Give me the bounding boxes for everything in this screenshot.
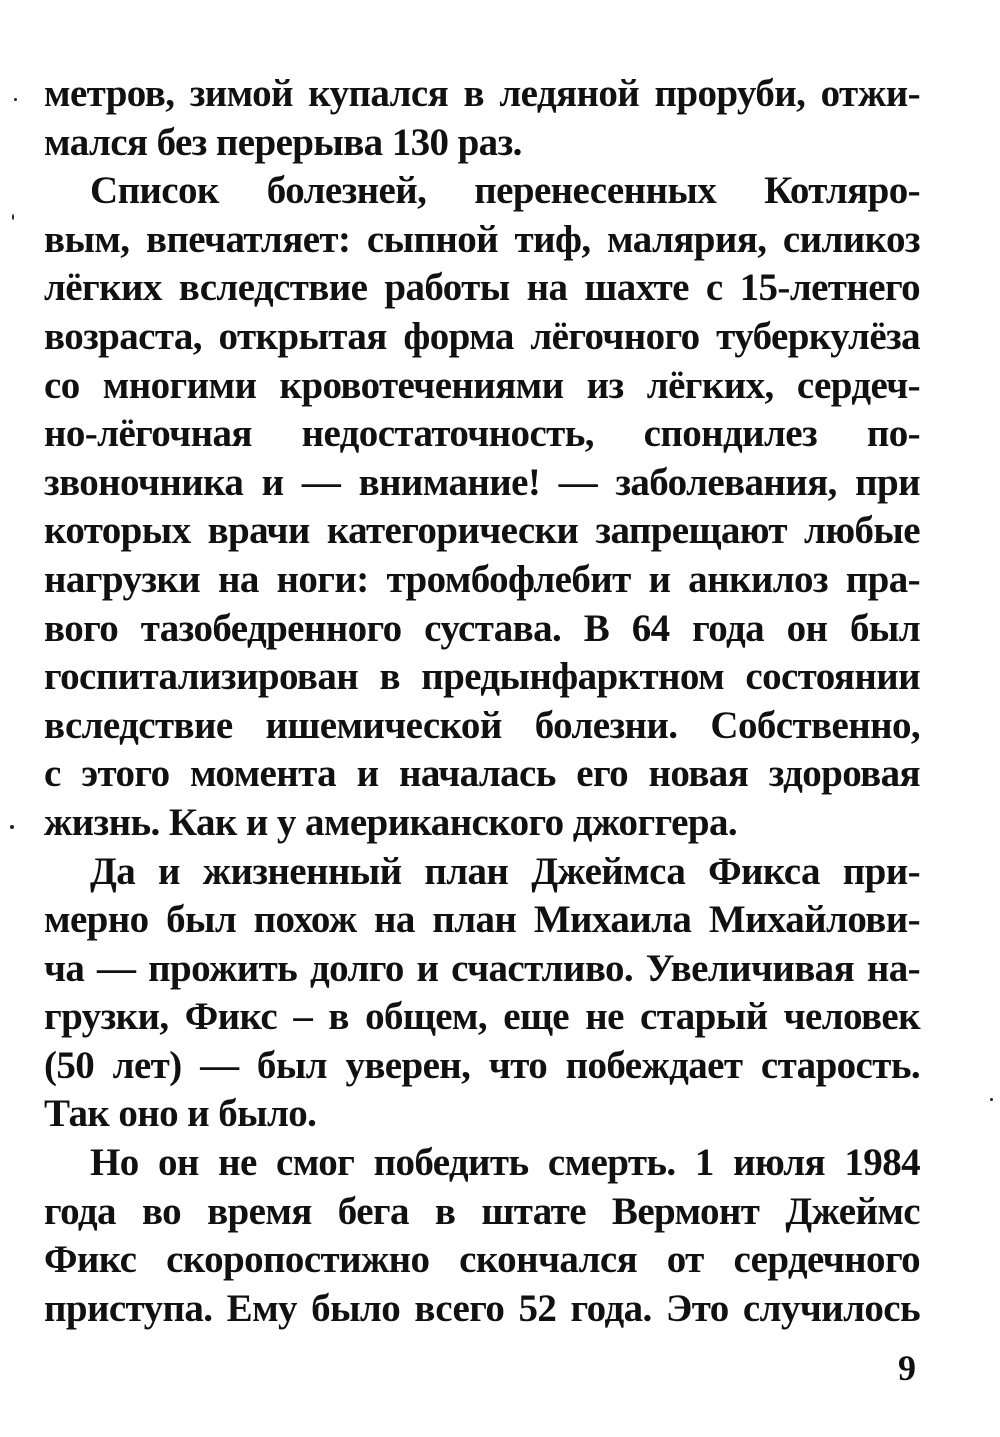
- scan-speck: [990, 1098, 993, 1101]
- text-line: с этого момента и началась его новая здоровая: [44, 752, 920, 796]
- text-line: лёгких вследствие работы на шахте с 15-летнего: [44, 266, 920, 310]
- text-line: года во время бега в штате Вермонт Джеймс: [44, 1189, 920, 1233]
- scan-speck: [14, 98, 17, 101]
- text-line: звоночника и — внимание! — заболевания, при: [44, 460, 920, 504]
- text-line: которых врачи категорически запрещают любые: [44, 509, 920, 553]
- scan-speck: [10, 825, 14, 829]
- text-line: вого тазобедренного сустава. В 64 года он был: [44, 606, 920, 650]
- text-line: Да и жизненный план Джеймса Фикса при-: [90, 849, 920, 893]
- text-line: вследствие ишемической болезни. Собственно,: [44, 703, 920, 747]
- text-line: (50 лет) — был уверен, что побеждает старость.: [44, 1043, 920, 1087]
- text-line: госпитализирован в предынфарктном состоянии: [44, 655, 920, 699]
- paragraph: [44, 167, 920, 847]
- text-line: Список болезней, перенесенных Котляро-: [90, 169, 920, 213]
- text-line: мерно был похож на план Михаила Михайлови-: [44, 898, 920, 942]
- scan-speck: [12, 214, 14, 220]
- text-line: вым, впечатляет: сыпной тиф, малярия, силикоз: [44, 217, 920, 261]
- text-line: но-лёгочная недостаточность, спондилез по-: [44, 412, 920, 456]
- text-line: Так оно и было.: [44, 1092, 317, 1136]
- text-line: мался без перерыва 130 раз.: [44, 120, 522, 164]
- text-line: нагрузки на ноги: тромбофлебит и анкилоз пра-: [44, 557, 920, 601]
- text-line: со многими кровотечениями из лёгких, сердеч-: [44, 363, 920, 407]
- text-line: жизнь. Как и у американского джоггера.: [44, 800, 738, 844]
- paragraph: [44, 1139, 920, 1333]
- paragraph: [44, 848, 920, 1140]
- text-line: ча — прожить долго и счастливо. Увеличивая на-: [44, 946, 920, 990]
- text-line: Фикс скоропостижно скончался от сердечного: [44, 1238, 920, 1282]
- text-line: грузки, Фикс – в общем, еще не старый человек: [44, 995, 920, 1039]
- body-text: [44, 70, 920, 1333]
- page-number: 9: [898, 1348, 916, 1388]
- text-line: Но он не смог победить смерть. 1 июля 1984: [90, 1141, 920, 1185]
- text-line: возраста, открытая форма лёгочного туберкулёза: [44, 314, 920, 358]
- text-line: метров, зимой купался в ледяной проруби, отжи-: [44, 72, 920, 115]
- text-line: приступа. Ему было всего 52 года. Это случилось: [44, 1286, 920, 1330]
- paragraph: [44, 70, 920, 167]
